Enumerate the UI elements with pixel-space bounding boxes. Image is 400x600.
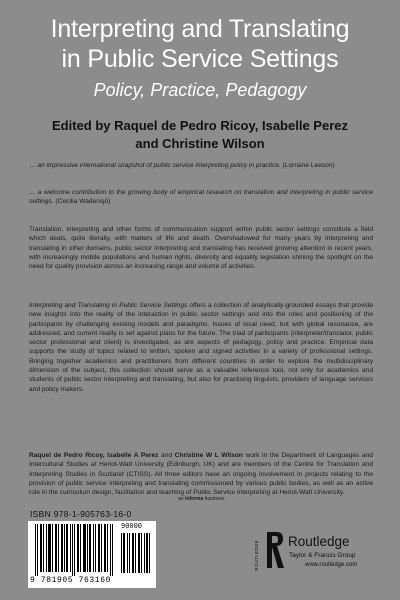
editors-bio-text: work in the Department of Languages and Intercultural Studies at Heriot-Watt University (Edinburgh, UK) and are members of the Centre for Translation and Interpreting Studies in Scotland (CTISS). All three editors have an ongoing involvement in projects relating to the provision of public service interpreting and translating commissioned by various public bodies, as well as an active role in the curriculum design, facilitation and teaching of Public Service Interpreting at Heriot-Watt University. xyxy=(29,452,373,497)
description-paragraph-1: Translation, interpreting and other forms of communication support within public sector settings constitute a field which deals, quite literally, with matters of life and death. Overshadowed for many years by interpreting and translating in other domains, public sector interpreting and translating has received growing attention in recent years, with increasingly mobile populations and human rights, diversity and equality legislation shining the spotlight on the need for quality provision across an increasing range and volume of activities. xyxy=(29,226,373,271)
informa-prefix: an xyxy=(178,496,185,502)
isbn-label: ISBN 978-1-905763-16-0 xyxy=(30,509,132,519)
book-title xyxy=(0,14,400,74)
editors-credit xyxy=(0,117,400,153)
endorsement-quote-2 xyxy=(29,188,373,207)
endorsement-quote-1 xyxy=(29,161,373,170)
publisher-group: Taylor & Francis Group xyxy=(289,552,356,559)
title-line-2: in Public Service Settings xyxy=(61,45,339,73)
publisher-name: Routledge xyxy=(288,534,350,549)
editors-line-1: Edited by Raquel de Pedro Ricoy, Isabelle Perez xyxy=(52,118,348,133)
informa-brand: informa xyxy=(184,496,204,502)
description-paragraph-2 xyxy=(29,301,373,394)
book-subtitle: Policy, Practice, Pedagogy xyxy=(93,80,307,100)
routledge-logo-icon xyxy=(264,530,286,570)
barcode-addon-digits: 90000 xyxy=(121,523,143,531)
quote-1-source: (Lorraine Leeson) xyxy=(282,162,335,169)
informa-business-tagline xyxy=(178,496,224,502)
publisher-side-text: ROUTLEDGE xyxy=(254,540,259,571)
quote-1-text: … an impressive international snapshot of public service interpreting policy in practice. xyxy=(29,162,281,169)
barcode-bars-icon xyxy=(33,524,117,576)
description-paragraph-2-text: offers a collection of analytically-grounded essays that provide new insights into the reality of the interaction in public sector settings and into the roles and positioning of the participants by challenging existing models and paradigms. Issues of local need, but with global resonance, are addressed, and current reality is set against plans for the future. The triad of participants (interpreter/translator, public sector professional and client) is investigated, as are aspects of pedagogy, policy and practice. Empirical data supports the study of topics related to written, spoken and signed activities in a variety of professional settings. Bringing together academics and practitioners from different countries in order to explore the multidisciplinary dimension of the subject, this collection should serve as a valuable reference tool, not only for academics and students of public sector interpreting and translating, but also for practising linguists, providers of language services and policy makers. xyxy=(29,302,373,393)
isbn-barcode xyxy=(28,521,156,588)
barcode-digits: 9 781905 763160 xyxy=(30,576,112,585)
editor-names-2: Christine W L Wilson xyxy=(174,452,243,459)
informa-suffix: business xyxy=(203,496,225,502)
quote-2-text: … a welcome contribution to the growing body of empirical research on translation and interpreting in public service settings. xyxy=(29,189,373,206)
barcode-addon-bars-icon xyxy=(121,533,151,573)
book-title-inline: Interpreting and Translating in Public Service Settings xyxy=(29,302,188,309)
title-line-1: Interpreting and Translating xyxy=(50,15,350,43)
editor-names-and: and xyxy=(158,452,175,459)
editor-names-1: Raquel de Pedro Ricoy, Isabelle A Perez xyxy=(29,452,159,459)
publisher-url: www.routledge.com xyxy=(305,562,358,568)
editors-bio xyxy=(29,451,373,497)
editors-line-2: and Christine Wilson xyxy=(135,136,265,151)
quote-2-source: (Cecilia Wadensjö) xyxy=(55,198,111,206)
